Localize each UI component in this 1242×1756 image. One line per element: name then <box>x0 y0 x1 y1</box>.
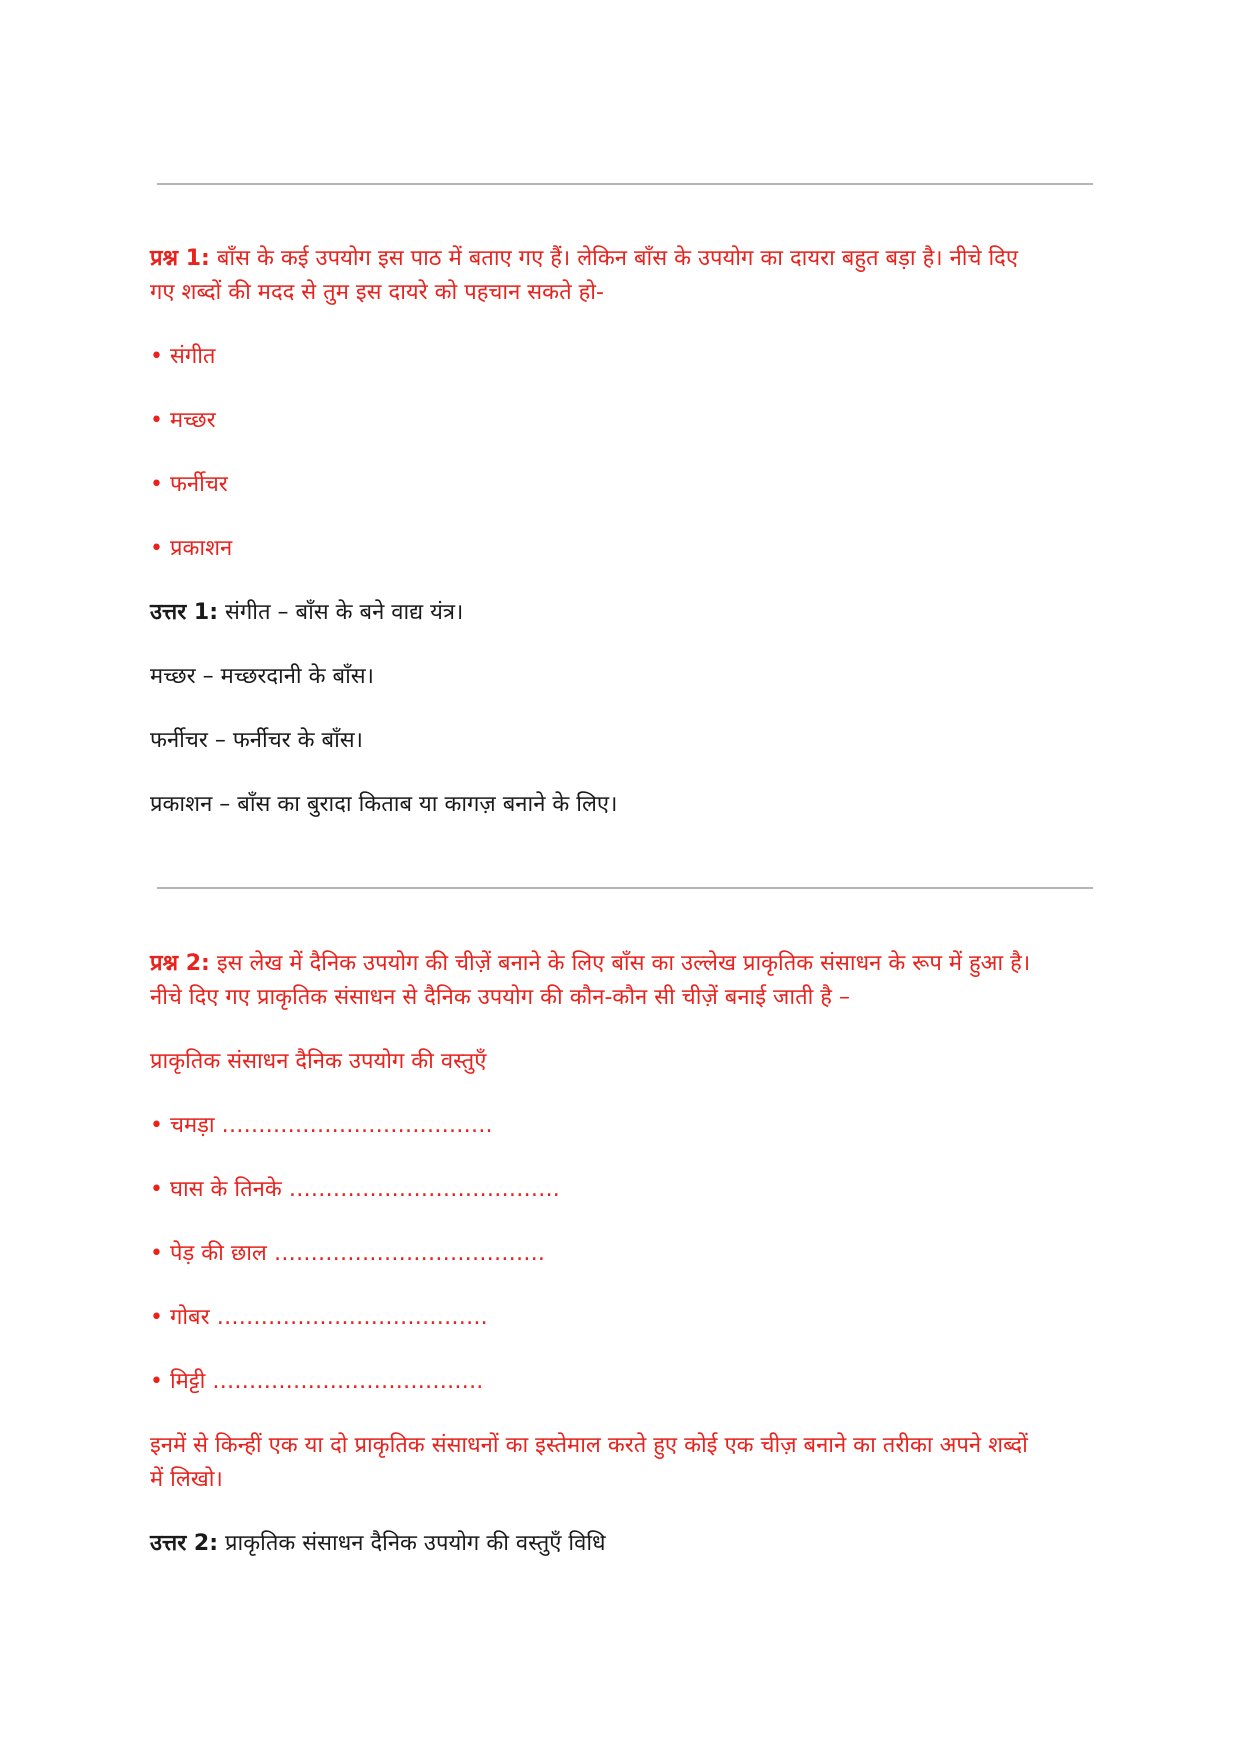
question-2-line-2: नीचे दिए गए प्राकृतिक संसाधन से दैनिक उपयोग की कौन-कौन सी चीज़ें बनाई जाती है – <box>150 985 850 1010</box>
answer-1-line: मच्छर – मच्छरदानी के बाँस। <box>150 664 374 689</box>
q2-instruction-line-1: इनमें से किन्हीं एक या दो प्राकृतिक संसाधनों का इस्तेमाल करते हुए कोई एक चीज़ बनाने का तरीका अपने शब्दों <box>150 1433 1028 1458</box>
q1-bullet-item: • फर्नीचर <box>150 472 228 497</box>
section-divider <box>157 183 1093 185</box>
question-1-line-2: गए शब्दों की मदद से तुम इस दायरे को पहचान सकते हो- <box>150 280 604 305</box>
q2-bullet-item: • चमड़ा ………………………………. <box>150 1113 493 1138</box>
question-1-line-1 <box>150 242 1090 276</box>
q2-bullet-item: • पेड़ की छाल ………………………………. <box>150 1241 545 1266</box>
question-1-label: प्रश्न 1: <box>150 246 210 271</box>
question-2-text: इस लेख में दैनिक उपयोग की चीज़ें बनाने के लिए बाँस का उल्लेख प्राकृतिक संसाधन के रूप में हुआ है। <box>216 951 1031 976</box>
answer-1-label: उत्तर 1: <box>150 600 219 625</box>
answer-1-line-1 <box>150 596 1090 630</box>
q2-bullet-item: • घास के तिनके ………………………………. <box>150 1177 560 1202</box>
q2-bullet-item: • मिट्टी ………………………………. <box>150 1369 484 1394</box>
section-divider <box>157 887 1093 889</box>
q2-bullet-item: • गोबर ………………………………. <box>150 1305 488 1330</box>
q1-bullet-item: • संगीत <box>150 344 216 369</box>
answer-1-line: प्रकाशन – बाँस का बुरादा किताब या कागज़ बनाने के लिए। <box>150 792 618 817</box>
answer-2-label: उत्तर 2: <box>150 1531 219 1556</box>
q1-bullet-item: • मच्छर <box>150 408 216 433</box>
q1-bullet-item: • प्रकाशन <box>150 536 233 561</box>
question-2-line-1 <box>150 947 1090 981</box>
question-2-label: प्रश्न 2: <box>150 951 210 976</box>
answer-1-line: फर्नीचर – फर्नीचर के बाँस। <box>150 728 364 753</box>
answer-2-line <box>150 1527 1090 1561</box>
answer-2-text: प्राकृतिक संसाधन दैनिक उपयोग की वस्तुएँ विधि <box>225 1531 606 1556</box>
q2-table-heading: प्राकृतिक संसाधन दैनिक उपयोग की वस्तुएँ <box>150 1049 487 1074</box>
question-1-text: बाँस के कई उपयोग इस पाठ में बताए गए हैं। लेकिन बाँस के उपयोग का दायरा बहुत बड़ा है। नीचे दिए <box>216 246 1019 271</box>
answer-1-text: संगीत – बाँस के बने वाद्य यंत्र। <box>225 600 464 625</box>
q2-instruction-line-2: में लिखो। <box>150 1467 223 1492</box>
